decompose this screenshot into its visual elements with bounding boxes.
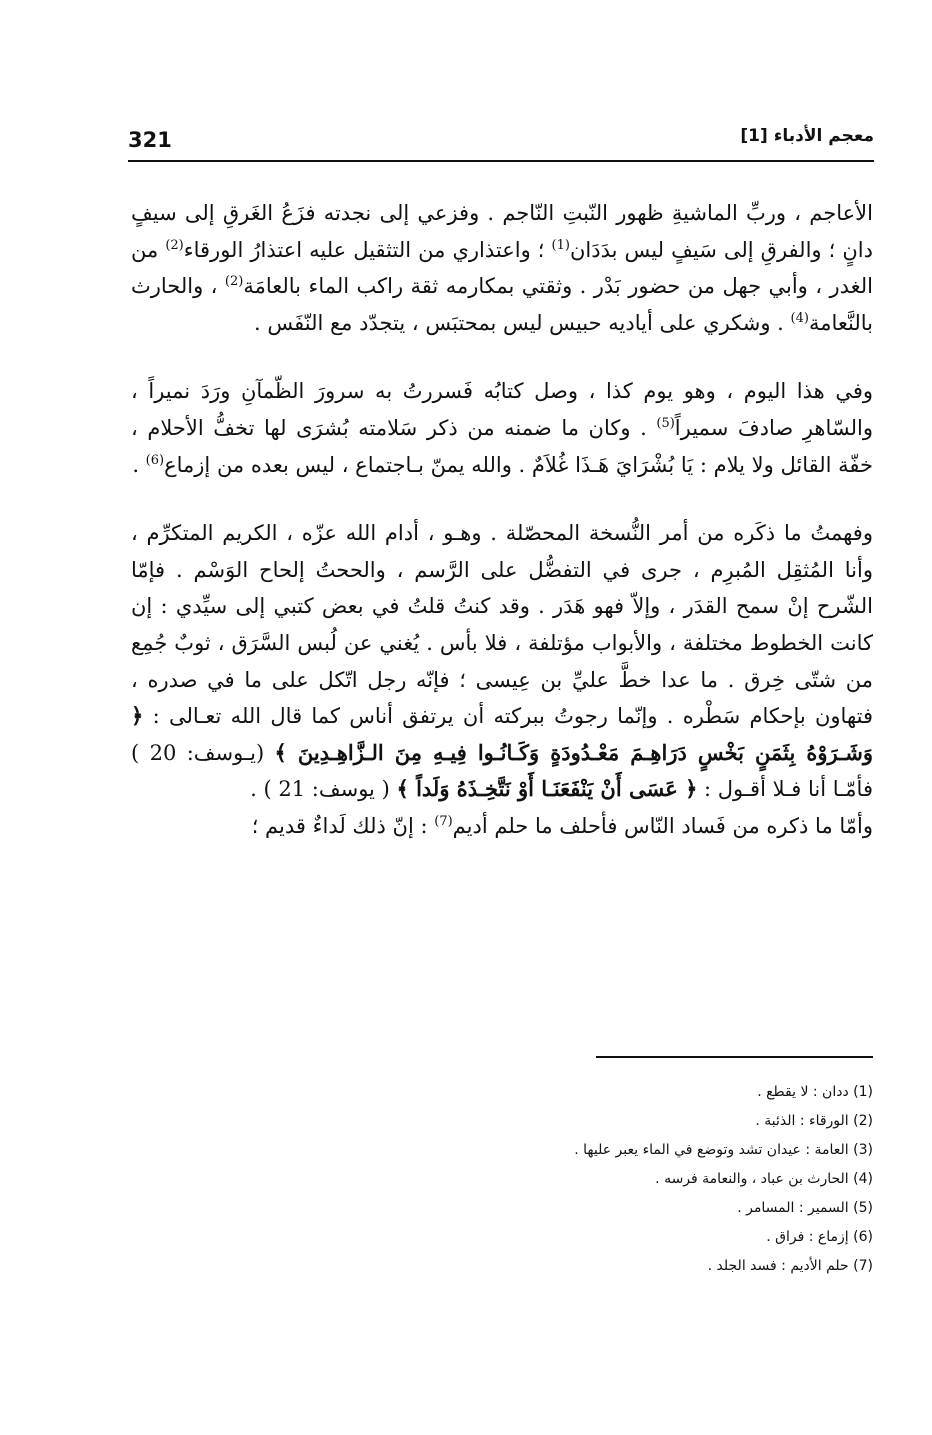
paragraph-text: . <box>132 452 146 477</box>
page-header <box>128 126 874 156</box>
running-title: معجم الأدباء [1] <box>740 126 874 146</box>
page-number: 321 <box>128 128 172 152</box>
footnote-6: (6) إزماع : فراق . <box>766 1229 873 1245</box>
footnote-7: (7) حلم الأديم : فسد الجلد . <box>707 1258 873 1274</box>
footnote-rule <box>596 1056 873 1058</box>
footnote-ref: (1) <box>551 237 570 253</box>
main-text <box>131 195 873 845</box>
quran-verse: ﴿ عَسَى أَنْ يَنْفَعَنَـا أَوْ نَتَّخِـذَهُ وَلَداً ﴾ <box>396 776 698 802</box>
footnote-ref: (2) <box>165 237 184 253</box>
header-rule <box>128 160 874 162</box>
paragraph-text: الأعاجم ، وربِّ الماشيةِ ظهور النّبتِ النّاجم . وفزعي إلى نجدته فزَعُ الغَرقِ إلى سيفٍ دانٍ ؛ والفرقِ إلى سَيفٍ ليس بدَدَان <box>131 201 873 262</box>
paragraph-2 <box>131 373 873 483</box>
footnote-ref: (2) <box>224 274 244 290</box>
paragraph-text: . وشكري على أياديه حبيس ليس بمحتبَس ، يتجدّد مع النّفَس . <box>254 310 791 335</box>
paragraph-3 <box>131 515 873 808</box>
paragraph-text: فأمّـا أنا فـلا أقـول : <box>697 777 873 802</box>
footnote-4: (4) الحارث بن عباد ، والنعامة فرسه . <box>655 1171 873 1187</box>
quran-verse: ﴿ وَشَـرَوْهُ بِثَمَنٍ بَخْسٍ دَرَاهِـمَ مَعْـدُودَةٍ وَكَـانُـوا فِيـهِ مِنَ الـزَّاهِـدِينَ ﴾ <box>131 703 873 765</box>
verse-reference: ( يوسف: 21 ) . <box>250 777 397 802</box>
paragraph-text: من الغدر ، وأبي جهل من حضور بَدْر . وثقتي بمكارمه ثقة راكب الماء بالعامَة <box>131 237 873 299</box>
paragraph-text: ؛ واعتذاري من التثقيل عليه اعتذارُ الورقاء <box>183 237 552 262</box>
footnote-ref: (6) <box>145 452 165 468</box>
footnote-2: (2) الورقاء : الذئبة . <box>755 1113 873 1129</box>
footnote-1: (1) ددان : لا يقطع . <box>757 1084 873 1100</box>
paragraph-text: وفي هذا اليوم ، وهو يوم كذا ، وصل كتابُه فَسررتُ به سرورَ الظّمآنِ ورَدَ نميراً ، والسّاهرِ صادفَ سميراً <box>131 379 873 440</box>
paragraph-text: : إنّ ذلك لَداءٌ قديم ؛ <box>251 813 435 838</box>
footnote-3: (3) العامة : عيدان تشد وتوضع في الماء يعبر عليها . <box>574 1142 873 1158</box>
paragraph-4 <box>131 808 873 845</box>
footnote-ref: (7) <box>434 813 453 829</box>
footnote-ref: (5) <box>656 415 675 431</box>
paragraph-1 <box>131 195 873 341</box>
paragraph-text: ، والحارث بالنَّعامة <box>131 274 873 335</box>
footnote-ref: (4) <box>790 310 809 326</box>
footnotes <box>400 1078 873 1281</box>
paragraph-text: . وكان ما ضمنه من ذكر سَلامته بُشرَى لها تخفُّ الأحلام ، خفّة القائل ولا يلام : يَا بُشْرَايَ هَـذَا غُلاَمٌ . والله يمنّ بـاجتماع ، ليس بعده من إزماع <box>131 415 873 477</box>
paragraph-text: وفهمتُ ما ذكَره من أمر النُّسخة المحصّلة . وهـو ، أدام الله عزّه ، الكريم المتكرِّم ، وأنا المُثقِل المُبرِم ، جرى في التفضُّل على الرَّسم ، والححتُ إلحاح الوَسْم . فإمّا الشّرح إنْ سمح القدَر ، وإلاّ فهو هَدَر . وقد كنتُ قلتُ في بعض كتبي إلى سيِّدي : إن كانت الخطوط مختلفة ، والأبواب مؤتلفة ، فلا بأس . يُغني عن لُبس السَّرَق ، ثوبٌ جُمِع من شتّى خِرق . ما عدا خطَّ عليِّ بن عِيسى ؛ فإنّه رجل اتّكل على ما في صدره ، فتهاون بإحكام سَطْره . وإنّما رجوتُ ببركته أن يرتفق أناس كما قال الله تعـالى : <box>131 521 873 729</box>
footnote-5: (5) السمير : المسامر . <box>737 1200 873 1216</box>
verse-reference: (يـوسف: 20 ) <box>131 740 275 765</box>
paragraph-text: وأمّا ما ذكره من فَساد النّاس فأحلف ما حلم أديم <box>452 813 873 838</box>
